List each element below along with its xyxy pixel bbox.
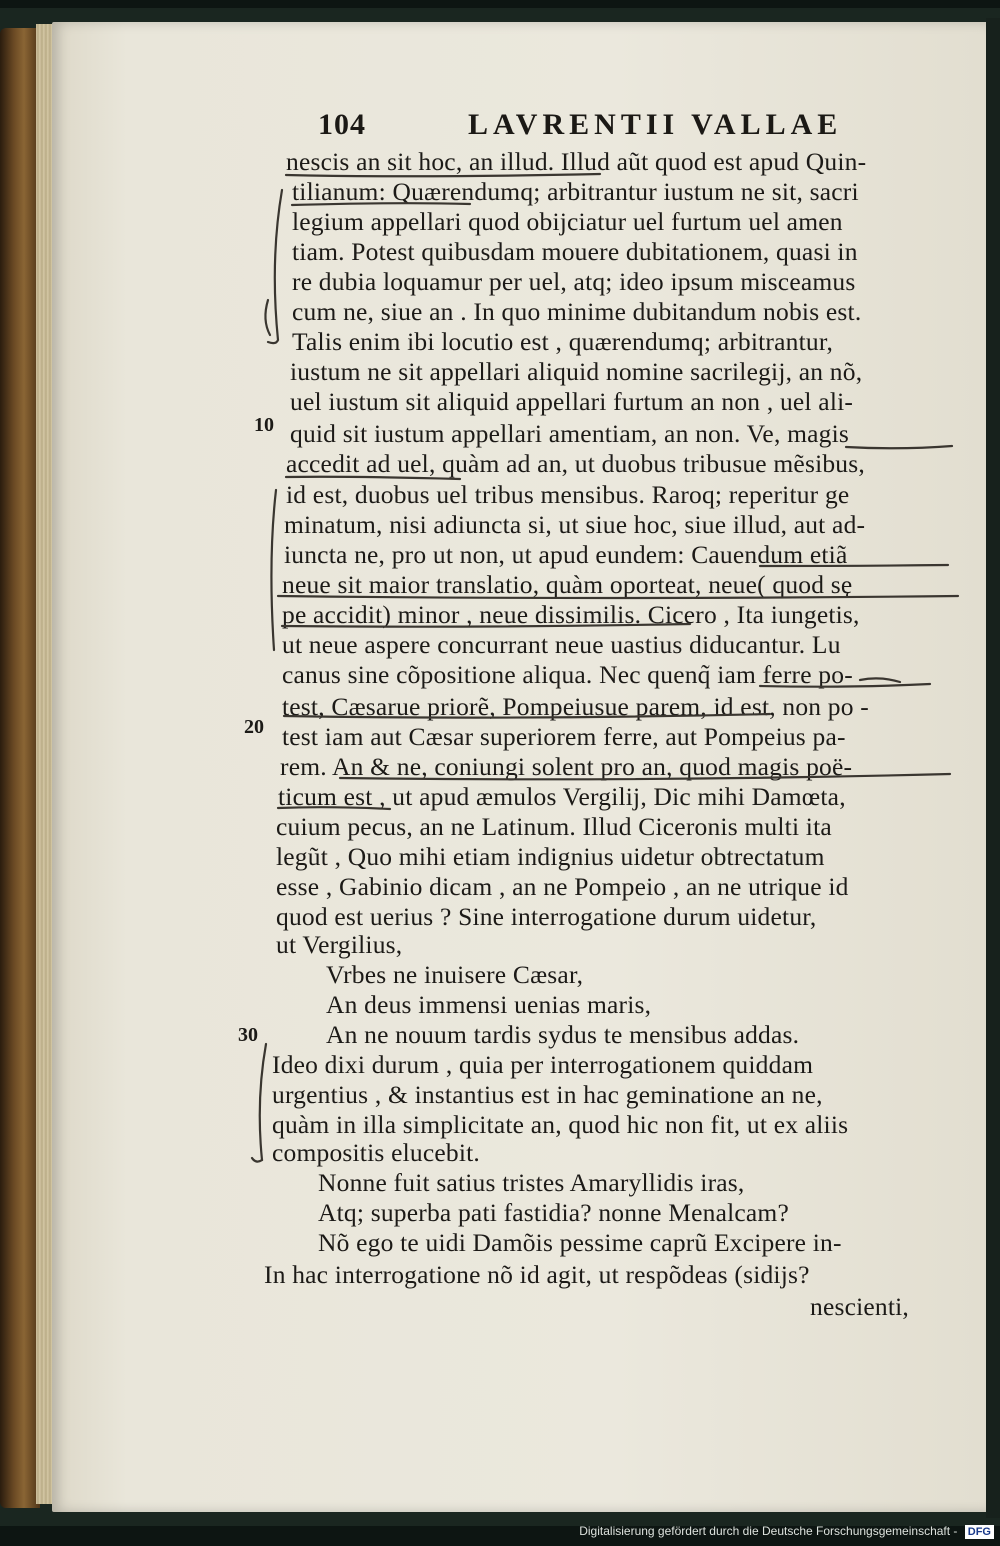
text-line: cuium pecus, an ne Latinum. Illud Ciceronis multi ita xyxy=(276,812,832,841)
verse-line: Atq; superba pati fastidia? nonne Menalcam? xyxy=(318,1198,789,1227)
text-line: cum ne, siue an . In quo minime dubitandum nobis est. xyxy=(292,297,862,326)
text-line: quod est uerius ? Sine interrogatione durum uidetur, xyxy=(276,902,817,931)
text-line: uel iustum sit aliquid appellari furtum an non , uel ali- xyxy=(290,387,854,416)
text-line: nescis an sit hoc, an illud. Illud aũt quod est apud Quin- xyxy=(286,147,867,176)
text-line: neue sit maior translatio, quàm oporteat, neue( quod sę xyxy=(282,570,853,599)
text-line: iuncta ne, pro ut non, ut apud eundem: Cauendum etiã xyxy=(284,540,848,569)
verse-line: An ne nouum tardis sydus te mensibus addas. xyxy=(326,1020,800,1049)
text-line: test, Cæsarue priorẽ, Pompeiusue parem, id est, non po - xyxy=(282,692,869,721)
line-number-10: 10 xyxy=(254,414,274,436)
verse-line: An deus immensi uenias maris, xyxy=(326,990,652,1019)
text-line: quid sit iustum appellari amentiam, an non. Ve, magis xyxy=(290,419,849,448)
text-line: legũt , Quo mihi etiam indignius uidetur obtrectatum xyxy=(276,842,825,871)
text-line: re dubia loquamur per uel, atq; ideo ipsum misceamus xyxy=(292,267,856,296)
text-line: canus sine cõpositione aliqua. Nec quenq̃ iam ferre po- xyxy=(282,660,853,689)
dfg-logo: DFG xyxy=(965,1525,994,1539)
text-line: ut neue aspere concurrant neue uastius diducantur. Lu xyxy=(282,630,841,659)
text-line: In hac interrogatione nõ id agit, ut respõdeas (sidijs? xyxy=(264,1260,810,1289)
catchword: nescienti, xyxy=(810,1292,910,1321)
text-line: iustum ne sit appellari aliquid nomine sacrilegij, an nõ, xyxy=(290,357,863,386)
text-line: tiam. Potest quibusdam mouere dubitationem, quasi in xyxy=(292,237,858,266)
text-line: pe accidit) minor , neue dissimilis. Cicero , Ita iungetis, xyxy=(282,600,860,629)
line-number-20: 20 xyxy=(244,716,264,738)
verse-line: Nõ ego te uidi Damõis pessime caprũ Excipere in- xyxy=(318,1228,842,1257)
funding-notice: Digitalisierung gefördert durch die Deutsche Forschungsgemeinschaft - xyxy=(579,1524,958,1538)
text-line: accedit ad uel, quàm ad an, ut duobus tribusue mẽsibus, xyxy=(286,449,865,478)
text-line: legium appellari quod obijciatur uel furtum uel amen xyxy=(292,207,843,236)
text-line: ticum est , ut apud æmulos Vergilij, Dic mihi Damœta, xyxy=(278,782,846,811)
text-line: id est, duobus uel tribus mensibus. Raroq; reperitur ge xyxy=(286,480,850,509)
line-number-30: 30 xyxy=(238,1024,258,1046)
binding-edge xyxy=(986,18,1000,1518)
text-line: tilianum: Quærendumq; arbitrantur iustum ne sit, sacri xyxy=(292,177,859,206)
footer-credit xyxy=(579,1520,994,1542)
text-line: ut Vergilius, xyxy=(276,930,403,959)
text-line: rem. An & ne, coniungi solent pro an, quod magis poë- xyxy=(280,752,853,781)
running-head: LAVRENTII VALLAE xyxy=(468,108,843,141)
page-number: 104 xyxy=(318,108,366,141)
text-line: esse , Gabinio dicam , an ne Pompeio , an ne utrique id xyxy=(276,872,849,901)
verse-line: Nonne fuit satius tristes Amaryllidis iras, xyxy=(318,1168,745,1197)
text-line: quàm in illa simplicitate an, quod hic non fit, ut ex aliis xyxy=(272,1110,849,1139)
page-header xyxy=(318,108,858,148)
verse-line: Vrbes ne inuisere Cæsar, xyxy=(326,960,584,989)
text-line: minatum, nisi adiuncta si, ut siue hoc, siue illud, aut ad- xyxy=(284,510,866,539)
book-spine xyxy=(0,28,40,1508)
text-line: Talis enim ibi locutio est , quærendumq; arbitrantur, xyxy=(292,327,834,356)
text-line: test iam aut Cæsar superiorem ferre, aut Pompeius pa- xyxy=(282,722,846,751)
text-line: Ideo dixi durum , quia per interrogationem quiddam xyxy=(272,1050,814,1079)
text-line: urgentius , & instantius est in hac geminatione an ne, xyxy=(272,1080,823,1109)
text-line: compositis elucebit. xyxy=(272,1138,480,1167)
